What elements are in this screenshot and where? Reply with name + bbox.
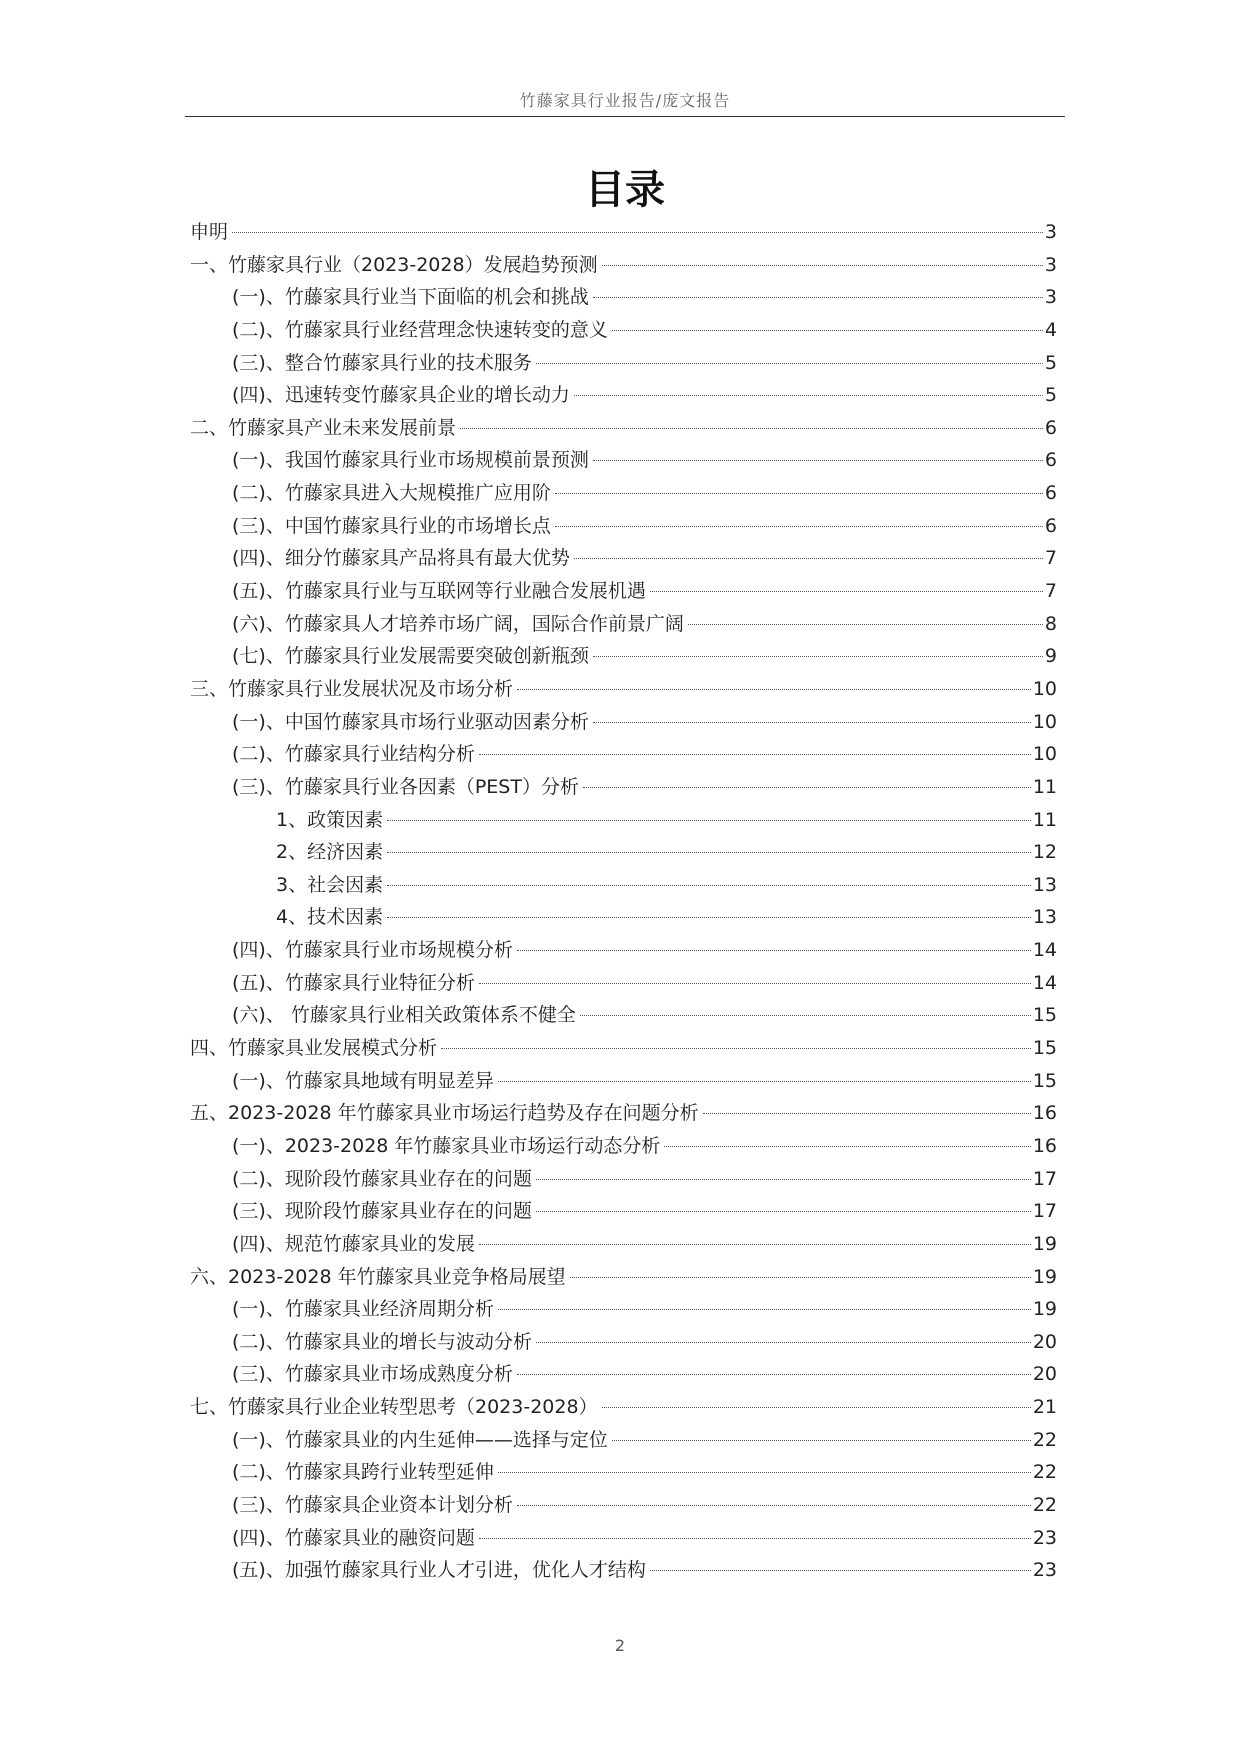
- toc-entry-page-number: 15: [1032, 1037, 1057, 1060]
- table-of-contents: [190, 216, 1057, 1587]
- toc-entry[interactable]: [190, 771, 1057, 804]
- toc-entry-title: (一)、2023-2028 年竹藤家具业市场运行动态分析: [232, 1134, 661, 1157]
- toc-entry-title: 1、政策因素: [276, 808, 384, 831]
- toc-entry-page-number: 19: [1032, 1265, 1057, 1288]
- toc-entry-page-number: 21: [1032, 1396, 1057, 1419]
- toc-entry[interactable]: [190, 738, 1057, 771]
- toc-dot-leader: [498, 1309, 1031, 1310]
- toc-entry-page-number: 9: [1044, 645, 1057, 668]
- toc-dot-leader: [536, 363, 1043, 364]
- toc-entry-page-number: 22: [1032, 1461, 1057, 1484]
- toc-dot-leader: [441, 1048, 1031, 1049]
- toc-entry-page-number: 7: [1044, 547, 1057, 570]
- toc-dot-leader: [574, 558, 1043, 559]
- toc-dot-leader: [612, 330, 1043, 331]
- toc-entry-page-number: 12: [1032, 841, 1057, 864]
- toc-dot-leader: [479, 1538, 1031, 1539]
- toc-entry-title: (一)、竹藤家具业经济周期分析: [232, 1298, 494, 1321]
- toc-entry-title: 六、2023-2028 年竹藤家具业竞争格局展望: [190, 1265, 566, 1288]
- toc-entry[interactable]: [190, 542, 1057, 575]
- toc-entry-title: (一)、中国竹藤家具市场行业驱动因素分析: [232, 710, 589, 733]
- toc-entry[interactable]: [190, 1261, 1057, 1294]
- toc-entry-page-number: 11: [1032, 775, 1057, 798]
- toc-entry-title: (六)、 竹藤家具行业相关政策体系不健全: [232, 1004, 576, 1027]
- toc-entry-page-number: 19: [1032, 1232, 1057, 1255]
- toc-entry-title: 4、技术因素: [276, 906, 384, 929]
- toc-entry-title: 一、竹藤家具行业（2023-2028）发展趋势预测: [190, 253, 598, 276]
- toc-dot-leader: [517, 1505, 1031, 1506]
- toc-entry-title: (二)、竹藤家具进入大规模推广应用阶: [232, 482, 551, 505]
- toc-entry-title: (一)、竹藤家具地域有明显差异: [232, 1069, 494, 1092]
- toc-entry-page-number: 10: [1032, 677, 1057, 700]
- toc-entry-title: (二)、竹藤家具行业结构分析: [232, 743, 475, 766]
- toc-entry-title: 申明: [190, 221, 229, 243]
- toc-dot-leader: [498, 1472, 1031, 1473]
- toc-entry[interactable]: [190, 314, 1057, 347]
- toc-dot-leader: [536, 1179, 1031, 1180]
- toc-entry-title: (三)、竹藤家具业市场成熟度分析: [232, 1363, 513, 1386]
- toc-entry[interactable]: [190, 1130, 1057, 1163]
- toc-entry-title: (一)、我国竹藤家具行业市场规模前景预测: [232, 449, 589, 472]
- toc-entry[interactable]: [190, 412, 1057, 445]
- toc-entry-page-number: 8: [1044, 612, 1057, 635]
- toc-entry[interactable]: [190, 1424, 1057, 1457]
- toc-entry-title: (六)、竹藤家具人才培养市场广阔，国际合作前景广阔: [232, 612, 684, 635]
- toc-entry[interactable]: [190, 1163, 1057, 1196]
- toc-dot-leader: [602, 1407, 1031, 1408]
- toc-dot-leader: [498, 1081, 1031, 1082]
- toc-dot-leader: [479, 983, 1031, 984]
- toc-dot-leader: [555, 493, 1043, 494]
- header-divider: [185, 116, 1065, 117]
- toc-entry[interactable]: [190, 1522, 1057, 1555]
- toc-entry-page-number: 4: [1044, 318, 1057, 341]
- toc-entry[interactable]: [190, 249, 1057, 282]
- toc-entry-title: (二)、竹藤家具业的增长与波动分析: [232, 1330, 532, 1353]
- toc-entry-page-number: 5: [1044, 351, 1057, 374]
- toc-dot-leader: [536, 1211, 1031, 1212]
- toc-entry-page-number: 6: [1044, 514, 1057, 537]
- toc-entry[interactable]: [190, 1358, 1057, 1391]
- toc-entry[interactable]: [190, 477, 1057, 510]
- toc-entry-title: 七、竹藤家具行业企业转型思考（2023-2028）: [190, 1396, 598, 1419]
- toc-entry[interactable]: [190, 575, 1057, 608]
- toc-entry-title: (五)、竹藤家具行业与互联网等行业融合发展机遇: [232, 580, 646, 603]
- toc-entry-title: (四)、迅速转变竹藤家具企业的增长动力: [232, 384, 570, 407]
- toc-dot-leader: [602, 265, 1043, 266]
- toc-entry-title: (三)、竹藤家具企业资本计划分析: [232, 1493, 513, 1516]
- toc-dot-leader: [593, 656, 1043, 657]
- toc-dot-leader: [574, 395, 1043, 396]
- toc-entry-title: (七)、竹藤家具行业发展需要突破创新瓶颈: [232, 645, 589, 668]
- toc-entry-title: (四)、细分竹藤家具产品将具有最大优势: [232, 547, 570, 570]
- toc-entry-title: (四)、竹藤家具业的融资问题: [232, 1526, 475, 1549]
- toc-entry[interactable]: [190, 640, 1057, 673]
- toc-entry-title: (一)、竹藤家具行业当下面临的机会和挑战: [232, 286, 589, 309]
- toc-dot-leader: [593, 460, 1043, 461]
- toc-entry-page-number: 6: [1044, 482, 1057, 505]
- toc-entry[interactable]: [190, 608, 1057, 641]
- toc-entry-title: (三)、整合竹藤家具行业的技术服务: [232, 351, 532, 374]
- toc-entry-title: 二、竹藤家具产业未来发展前景: [190, 416, 457, 439]
- toc-dot-leader: [387, 885, 1031, 886]
- toc-entry[interactable]: [190, 1228, 1057, 1261]
- toc-dot-leader: [536, 1342, 1031, 1343]
- toc-dot-leader: [517, 1374, 1031, 1375]
- toc-entry-title: (二)、现阶段竹藤家具业存在的问题: [232, 1167, 532, 1190]
- toc-entry-title: (二)、竹藤家具行业经营理念快速转变的意义: [232, 318, 608, 341]
- toc-entry[interactable]: [190, 281, 1057, 314]
- toc-entry-title: (五)、竹藤家具行业特征分析: [232, 971, 475, 994]
- toc-entry-title: (三)、竹藤家具行业各因素（PEST）分析: [232, 775, 579, 798]
- toc-dot-leader: [460, 428, 1043, 429]
- toc-dot-leader: [664, 1146, 1030, 1147]
- toc-entry-page-number: 13: [1032, 873, 1057, 896]
- toc-entry[interactable]: [190, 869, 1057, 902]
- toc-entry[interactable]: [190, 1554, 1057, 1587]
- toc-dot-leader: [650, 1570, 1031, 1571]
- toc-entry-page-number: 13: [1032, 906, 1057, 929]
- running-header: 竹藤家具行业报告/庞文报告: [519, 91, 731, 110]
- toc-entry-page-number: 22: [1032, 1428, 1057, 1451]
- toc-entry[interactable]: [190, 1391, 1057, 1424]
- toc-dot-leader: [232, 232, 1043, 233]
- toc-dot-leader: [387, 820, 1031, 821]
- toc-entry-page-number: 16: [1032, 1134, 1057, 1157]
- toc-entry-title: (一)、竹藤家具业的内生延伸——选择与定位: [232, 1428, 608, 1451]
- toc-entry-title: 2、经济因素: [276, 841, 384, 864]
- toc-dot-leader: [688, 624, 1043, 625]
- toc-title: 目录: [585, 166, 665, 213]
- toc-entry-page-number: 23: [1032, 1559, 1057, 1582]
- toc-entry-title: (五)、加强竹藤家具行业人才引进，优化人才结构: [232, 1559, 646, 1582]
- toc-entry[interactable]: [190, 444, 1057, 477]
- toc-dot-leader: [387, 852, 1031, 853]
- toc-entry-page-number: 6: [1044, 416, 1057, 439]
- toc-entry[interactable]: [190, 1195, 1057, 1228]
- toc-entry-title: (二)、竹藤家具跨行业转型延伸: [232, 1461, 494, 1484]
- toc-entry[interactable]: [190, 1065, 1057, 1098]
- toc-entry-page-number: 10: [1032, 743, 1057, 766]
- toc-entry-title: 五、2023-2028 年竹藤家具业市场运行趋势及存在问题分析: [190, 1102, 699, 1125]
- toc-entry[interactable]: [190, 347, 1057, 380]
- toc-entry-page-number: 19: [1032, 1298, 1057, 1321]
- toc-entry-title: 三、竹藤家具行业发展状况及市场分析: [190, 677, 514, 700]
- toc-entry-page-number: 6: [1044, 449, 1057, 472]
- toc-entry-page-number: 17: [1032, 1200, 1057, 1223]
- toc-entry-title: (三)、现阶段竹藤家具业存在的问题: [232, 1200, 532, 1223]
- toc-entry[interactable]: [190, 804, 1057, 837]
- toc-entry[interactable]: [190, 999, 1057, 1032]
- page-number: 2: [614, 1636, 626, 1655]
- toc-dot-leader: [593, 297, 1043, 298]
- toc-entry-page-number: 7: [1044, 580, 1057, 603]
- toc-entry-title: 3、社会因素: [276, 873, 384, 896]
- toc-entry[interactable]: [190, 673, 1057, 706]
- toc-entry[interactable]: [190, 836, 1057, 869]
- toc-entry-page-number: 14: [1032, 971, 1057, 994]
- toc-entry[interactable]: [190, 1489, 1057, 1522]
- toc-entry[interactable]: [190, 379, 1057, 412]
- toc-dot-leader: [583, 787, 1031, 788]
- toc-dot-leader: [517, 689, 1031, 690]
- toc-entry[interactable]: [190, 1097, 1057, 1130]
- toc-entry[interactable]: [190, 934, 1057, 967]
- toc-dot-leader: [517, 950, 1031, 951]
- toc-entry[interactable]: [190, 1293, 1057, 1326]
- toc-entry-page-number: 3: [1044, 286, 1057, 309]
- toc-dot-leader: [555, 526, 1043, 527]
- toc-entry-page-number: 11: [1032, 808, 1057, 831]
- toc-entry-page-number: 14: [1032, 939, 1057, 962]
- toc-entry-title: 四、竹藤家具业发展模式分析: [190, 1037, 438, 1060]
- toc-entry[interactable]: [190, 706, 1057, 739]
- toc-entry[interactable]: [190, 901, 1057, 934]
- toc-entry-title: (三)、中国竹藤家具行业的市场增长点: [232, 514, 551, 537]
- toc-entry-page-number: 15: [1032, 1069, 1057, 1092]
- toc-entry-title: (四)、规范竹藤家具业的发展: [232, 1232, 475, 1255]
- toc-entry[interactable]: [190, 967, 1057, 1000]
- toc-entry-page-number: 3: [1044, 253, 1057, 276]
- toc-entry-page-number: 3: [1044, 221, 1057, 243]
- toc-entry-page-number: 15: [1032, 1004, 1057, 1027]
- toc-entry-page-number: 5: [1044, 384, 1057, 407]
- toc-entry-page-number: 20: [1032, 1330, 1057, 1353]
- toc-entry-page-number: 20: [1032, 1363, 1057, 1386]
- toc-dot-leader: [570, 1277, 1031, 1278]
- toc-dot-leader: [479, 1244, 1031, 1245]
- toc-dot-leader: [580, 1015, 1031, 1016]
- toc-entry-page-number: 23: [1032, 1526, 1057, 1549]
- toc-entry-page-number: 17: [1032, 1167, 1057, 1190]
- toc-entry-title: (四)、竹藤家具行业市场规模分析: [232, 939, 513, 962]
- toc-dot-leader: [612, 1440, 1031, 1441]
- toc-entry-page-number: 16: [1032, 1102, 1057, 1125]
- toc-entry[interactable]: [190, 1456, 1057, 1489]
- toc-dot-leader: [650, 591, 1043, 592]
- toc-dot-leader: [479, 754, 1031, 755]
- toc-entry[interactable]: [190, 1326, 1057, 1359]
- toc-entry[interactable]: [190, 1032, 1057, 1065]
- toc-entry-page-number: 10: [1032, 710, 1057, 733]
- toc-entry-page-number: 22: [1032, 1493, 1057, 1516]
- toc-entry[interactable]: [190, 510, 1057, 543]
- toc-dot-leader: [593, 722, 1031, 723]
- toc-dot-leader: [703, 1113, 1031, 1114]
- toc-dot-leader: [387, 917, 1031, 918]
- toc-entry[interactable]: [190, 216, 1057, 249]
